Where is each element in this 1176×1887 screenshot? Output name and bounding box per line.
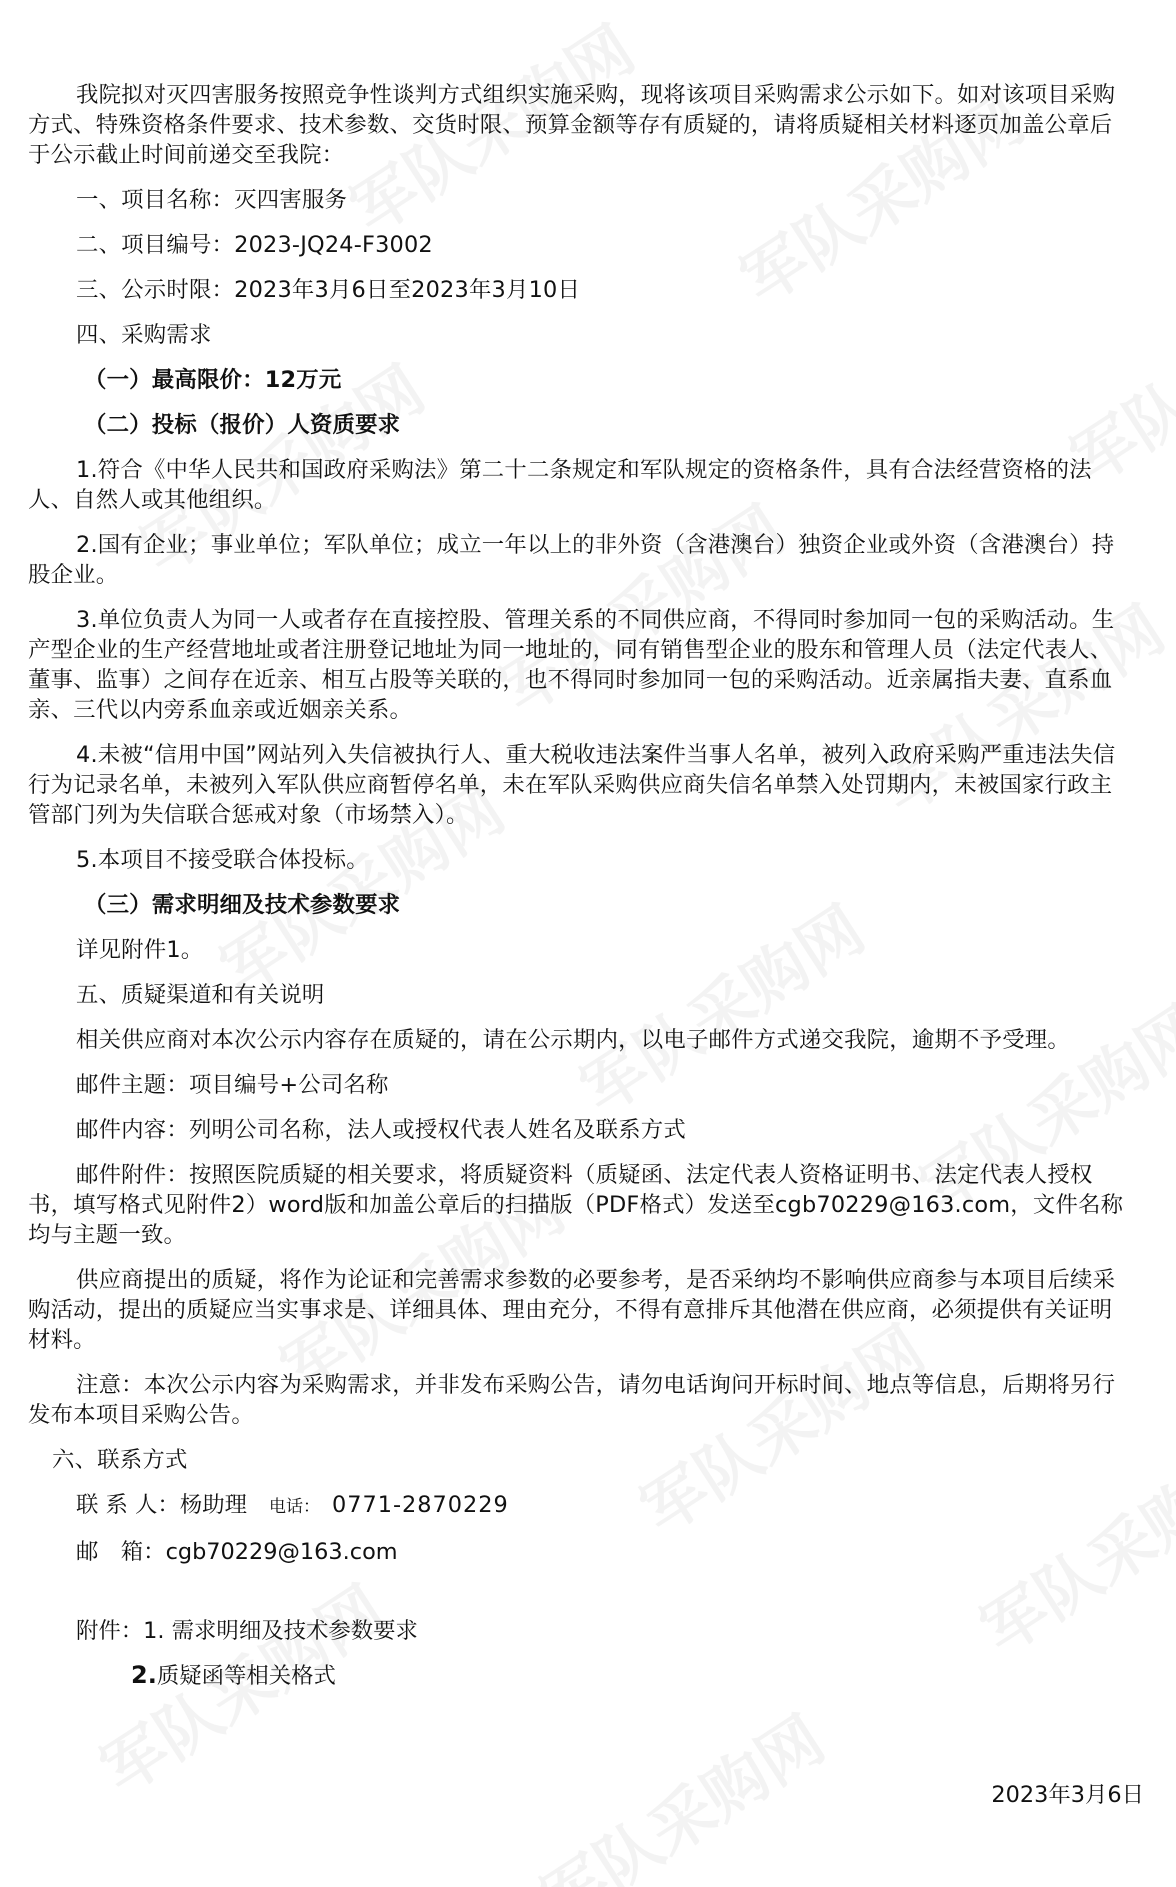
see-attachment: 详见附件1。 (76, 937, 204, 963)
phone-label: 电话： (268, 1497, 320, 1517)
section-heading-requirements: 四、采购需求 (76, 322, 212, 348)
attachment-1: 附件：1. 需求明细及技术参数要求 (76, 1618, 418, 1644)
publicity-period: 三、公示时限：2023年3月6日至2023年3月10日 (76, 277, 581, 303)
watermark (521, 1690, 839, 1887)
intro-paragraph: 我院拟对灭四害服务按照竞争性谈判方式组织实施采购，现将该项目采购需求公示如下。如对该项目采购方式、特殊资格条件要求、技术参数、交货时限、预算金额等存有质疑的，请将质疑相关材料逐页加盖公章后于公示截止时间前递交至我院： (28, 82, 1116, 168)
requirement-4: 4.未被“信用中国”网站列入失信被执行人、重大税收违法案件当事人名单，被列入政府采购严重违法失信行为记录名单，未被列入军队供应商暂停名单，未在军队采购供应商失信名单禁入处罚期内，未被国家行政主管部门列为失信联合惩戒对象（市场禁入）。 (28, 742, 1116, 828)
attachment-2 (28, 1660, 1128, 1691)
contact-person-label: 联 系 人： (76, 1492, 180, 1518)
requirement-5: 5.本项目不接受联合体投标。 (76, 847, 369, 873)
max-price: （一）最高限价：12万元 (84, 367, 342, 393)
requirement-2: 2.国有企业；事业单位；军队单位；成立一年以上的非外资（含港澳台）独资企业或外资（含港澳台）持股企业。 (28, 532, 1115, 588)
query-paragraph-2: 供应商提出的质疑，将作为论证和完善需求参数的必要参考，是否采纳均不影响供应商参与本项目后续采购活动，提出的质疑应当实事求是、详细具体、理由充分，不得有意排斥其他潜在供应商，必须提供有关证明材料。 (28, 1267, 1116, 1353)
section-heading-queries: 五、质疑渠道和有关说明 (76, 982, 325, 1008)
contact-person: 杨助理 (179, 1492, 247, 1518)
contact-email-row (28, 1537, 1128, 1567)
notice-paragraph: 注意：本次公示内容为采购需求，并非发布采购公告，请勿电话询问开标时间、地点等信息，后期将另行发布本项目采购公告。 (28, 1372, 1116, 1428)
attachment-2-number: 2. (131, 1661, 157, 1689)
document-date: 2023年3月6日 (991, 1782, 1144, 1808)
email-label: 邮 箱： (76, 1539, 166, 1565)
requirement-3: 3.单位负责人为同一人或者存在直接控股、管理关系的不同供应商，不得同时参加同一包的采购活动。生产型企业的生产经营地址或者注册登记地址为同一地址的，同有销售型企业的股东和管理人员（法定代表人、董事、监事）之间存在近亲、相互占股等关联的，也不得同时参加同一包的采购活动。近亲属指夫妻、直系血亲、三代以内旁系血亲或近姻亲关系。 (28, 607, 1115, 723)
subheading-qualifications: （二）投标（报价）人资质要求 (84, 412, 401, 438)
email-subject: 邮件主题：项目编号+公司名称 (76, 1072, 389, 1098)
section-heading-contact: 六、联系方式 (52, 1447, 188, 1473)
contact-person-row (28, 1490, 1128, 1522)
project-name: 一、项目名称：灭四害服务 (76, 187, 348, 213)
document-body (28, 80, 1128, 1691)
phone-number: 0771-2870229 (331, 1492, 509, 1518)
project-number: 二、项目编号：2023-JQ24-F3002 (76, 232, 433, 258)
email-attachment: 邮件附件：按照医院质疑的相关要求，将质疑资料（质疑函、法定代表人资格证明书、法定代表人授权书，填写格式见附件2）word版和加盖公章后的扫描版（PDF格式）发送至cgb70229@163.com，文件名称均与主题一致。 (28, 1162, 1124, 1248)
query-paragraph-1: 相关供应商对本次公示内容存在质疑的，请在公示期内，以电子邮件方式递交我院，逾期不予受理。 (76, 1027, 1070, 1053)
subheading-technical: （三）需求明细及技术参数要求 (84, 892, 401, 918)
email-content: 邮件内容：列明公司名称，法人或授权代表人姓名及联系方式 (76, 1117, 686, 1143)
attachment-2-title: 质疑函等相关格式 (156, 1663, 336, 1689)
requirement-1: 1.符合《中华人民共和国政府采购法》第二十二条规定和军队规定的资格条件，具有合法经营资格的法人、自然人或其他组织。 (28, 457, 1092, 513)
email-address: cgb70229@163.com (165, 1539, 398, 1565)
